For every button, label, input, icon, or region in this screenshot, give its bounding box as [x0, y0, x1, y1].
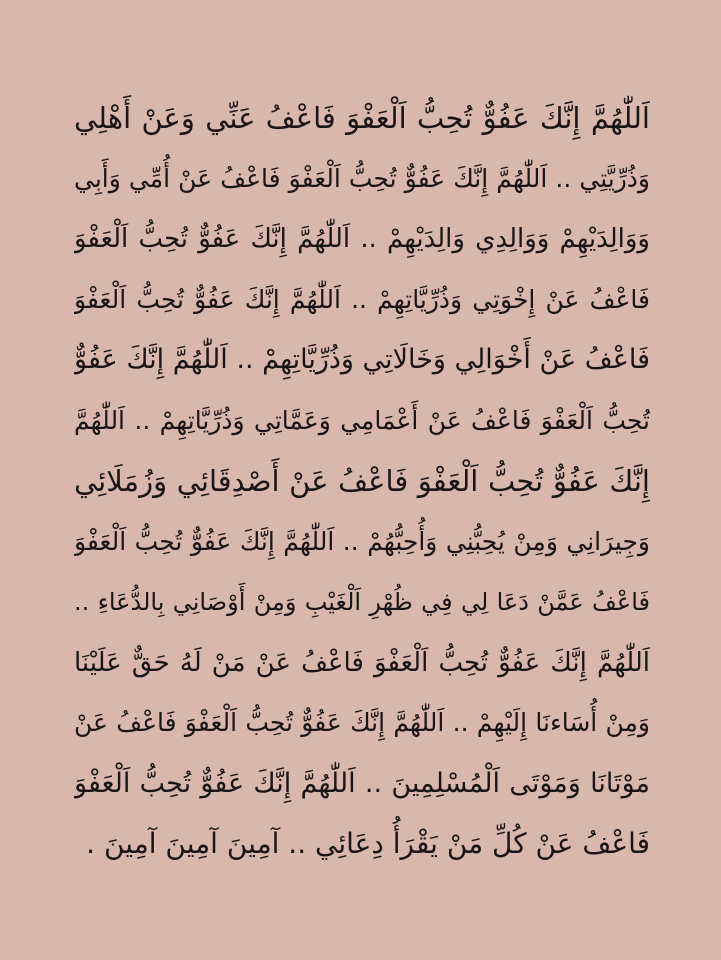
dua-line: وَوَالِدَيْهِمْ وَوَالِدِي وَالِدَيْهِمْ .. اَللّٰهُمَّ إِنَّكَ عَفُوٌّ تُحِبُّ اَلْعَفْوَ	[74, 224, 650, 254]
dua-line: وَذُرِّيَّتِي .. اَللّٰهُمَّ إِنَّكَ عَفُوٌّ تُحِبُّ اَلْعَفْوَ فَاعْفُ عَنْ أُمِّي وَأَبِي	[74, 163, 650, 193]
dua-line: وَمِنْ أُسَاءنَا إِلَيْهِمْ .. اَللّٰهُمَّ إِنَّكَ عَفُوٌّ تُحِبُّ اَلْعَفْوَ فَاعْفُ عَنْ	[74, 708, 650, 737]
dua-line: إِنَّكَ عَفُوٌّ تُحِبُّ اَلْعَفْوَ فَاعْفُ عَنْ أَصْدِقَائِي وَزُمَلَائِي	[74, 464, 650, 498]
dua-text-block	[74, 88, 650, 875]
dua-line: وَجِيرَانِي وَمِنْ يُحِبُّنِي وَأُحِبُّهُمْ .. اَللّٰهُمَّ إِنَّكَ عَفُوٌّ تُحِبُّ اَلْعَفْوَ	[74, 526, 650, 556]
dua-line: اَللّٰهُمَّ إِنَّكَ عَفُوٌّ تُحِبُّ اَلْعَفْوَ فَاعْفُ عَنِّي وَعَنْ أَهْلِي	[74, 101, 650, 135]
dua-line: مَوْتَانَا وَمَوْتَى اَلْمُسْلِمِينَ .. اَللّٰهُمَّ إِنَّكَ عَفُوٌّ تُحِبُّ اَلْعَفْوَ	[74, 767, 650, 799]
dua-line: فَاعْفُ عَنْ إِخْوَتِي وَذُرِّيَّاتِهِمْ .. اَللّٰهُمَّ إِنَّكَ عَفُوٌّ تُحِبُّ اَلْعَفْوَ	[74, 284, 650, 314]
dua-line: فَاعْفُ عَمَّنْ دَعَا لِي فِي ظُهْرِ اَلْغَيْبِ وَمِنْ أَوْصَانِي بِالدُّعَاءِ ..	[74, 588, 650, 616]
dua-line: تُحِبُّ اَلْعَفْوَ فَاعْفُ عَنْ أَعْمَامِي وَعَمَّاتِي وَذُرِّيَّاتِهِمْ .. اَللّٰهُمَّ	[74, 405, 650, 435]
dua-line-closing: فَاعْفُ عَنْ كُلِّ مَنْ يَقْرَأُ دِعَائِي .. آمِينَ آمِينَ آمِينَ .	[86, 827, 650, 860]
dua-line: اَللّٰهُمَّ إِنَّكَ عَفُوٌّ تُحِبُّ اَلْعَفْوَ فَاعْفُ عَنْ مَنْ لَهُ حَقٌّ عَلَيْنَا	[74, 647, 650, 678]
dua-line: فَاعْفُ عَنْ أَخْوَالِي وَخَالَاتِي وَذُرِّيَّاتِهِمْ .. اَللّٰهُمَّ إِنَّكَ عَفُوٌّ	[74, 344, 650, 375]
